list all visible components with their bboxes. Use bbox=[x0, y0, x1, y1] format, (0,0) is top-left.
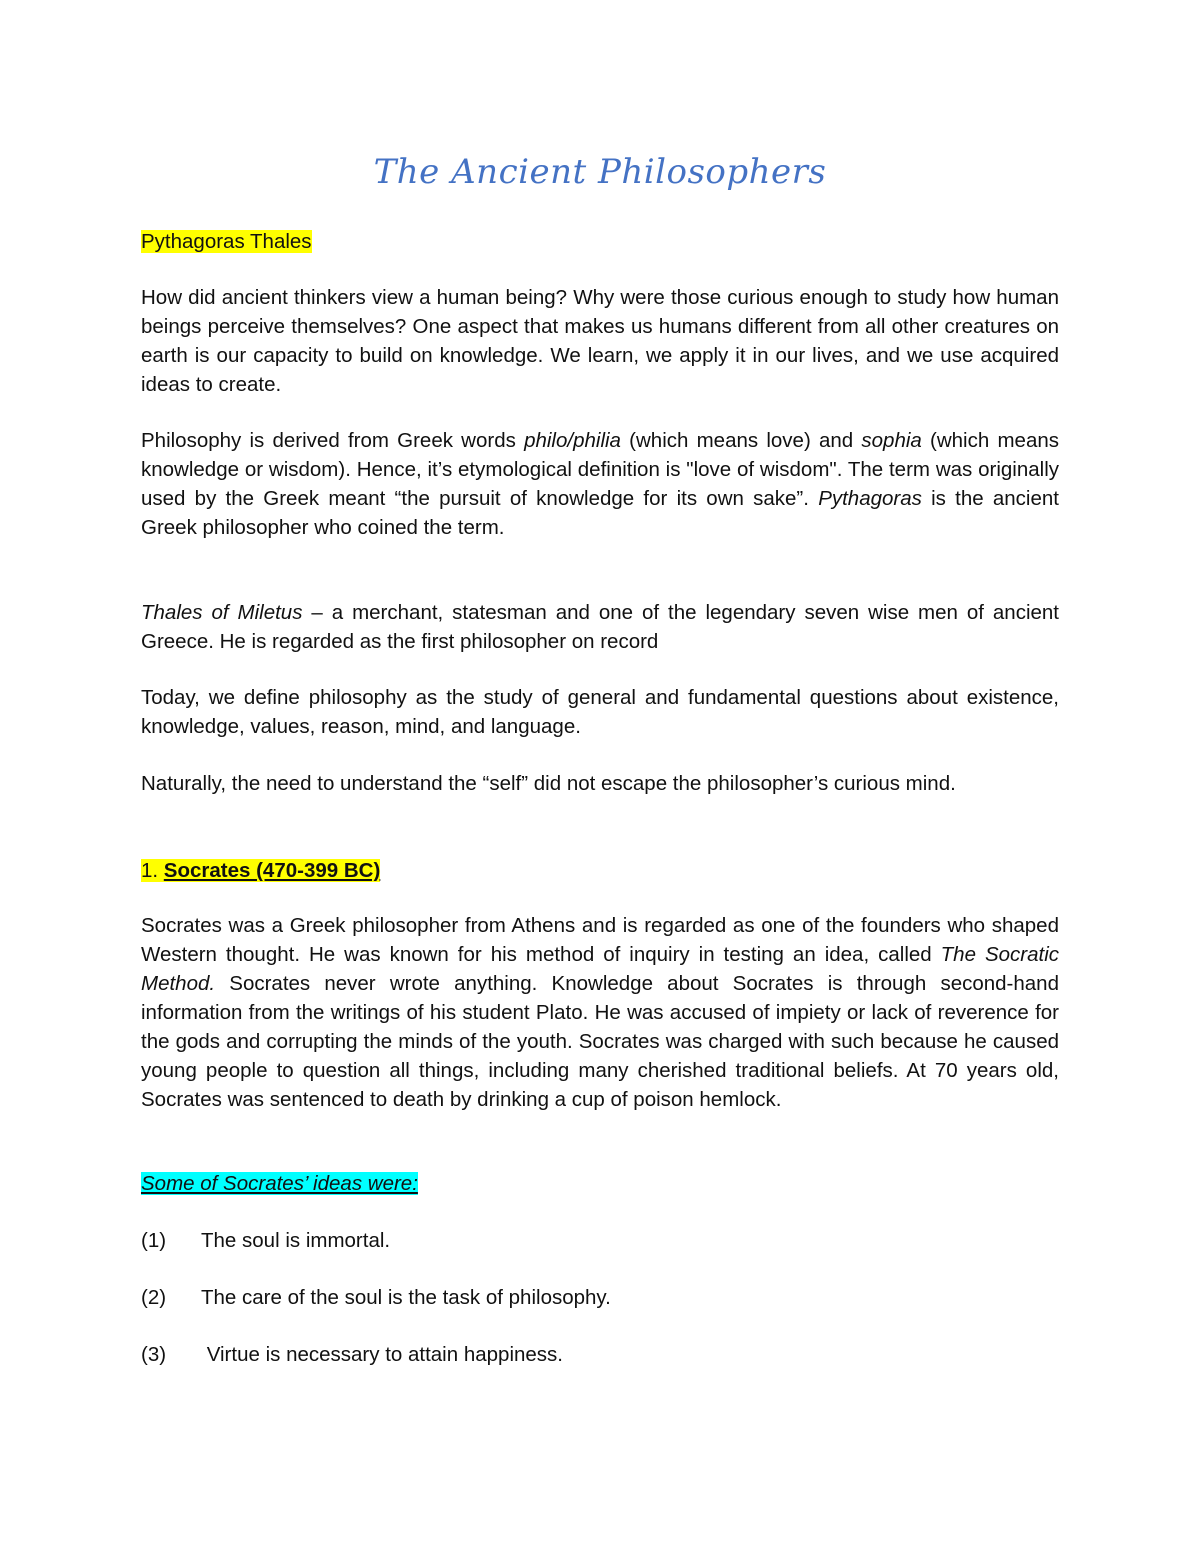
italic-term: The Socratic Method. bbox=[141, 943, 1060, 995]
list-number: (1) bbox=[141, 1229, 167, 1252]
paragraph-today: Today, we define philosophy as the study of general and fundamental questions about existence, knowledge, values, reason, mind, and language. bbox=[141, 686, 1059, 738]
paragraph-self: Naturally, the need to understand the “self” did not escape the philosopher’s curious mind. bbox=[141, 772, 956, 795]
ideas-heading bbox=[141, 1169, 1059, 1198]
paragraph-thales bbox=[141, 598, 1059, 656]
document-title: The Ancient Philosophers bbox=[373, 152, 827, 192]
italic-term: philo/philia bbox=[524, 429, 621, 452]
list-number: (3) bbox=[141, 1343, 167, 1366]
text-span: Socrates was a Greek philosopher from Athens and is regarded as one of the founders who shaped Western thought. He was known for his method of inquiry in testing an idea, called bbox=[141, 914, 1059, 966]
list-item bbox=[141, 1226, 1059, 1255]
heading-pythagoras-thales bbox=[141, 227, 1059, 256]
document-page bbox=[141, 0, 1059, 1553]
text-span: Philosophy is derived from Greek words bbox=[141, 429, 525, 452]
text-span: (which means knowledge or wisdom). Hence, it’s etymological definition is "love of wisdom". The term was originally used by the Greek meant “the pursuit of knowledge for its own sake”. bbox=[141, 429, 1059, 510]
list-text: The soul is immortal. bbox=[201, 1229, 391, 1252]
list-number: (2) bbox=[141, 1286, 167, 1309]
italic-term: Pythagoras bbox=[818, 487, 922, 510]
list-text: Virtue is necessary to attain happiness. bbox=[201, 1343, 563, 1366]
list-item bbox=[141, 1340, 1059, 1369]
heading-number: 1. bbox=[141, 859, 164, 882]
italic-term: sophia bbox=[861, 429, 922, 452]
heading-socrates bbox=[141, 856, 1059, 885]
heading-text: Pythagoras Thales bbox=[141, 230, 312, 253]
text-span: – a merchant, statesman and one of the legendary seven wise men of ancient Greece. He is regarded as the first philosopher on record bbox=[141, 601, 1060, 653]
italic-term: Thales of Miletus bbox=[141, 601, 303, 624]
list-item bbox=[141, 1283, 1059, 1312]
ideas-heading-text: Some of Socrates’ ideas were: bbox=[141, 1172, 418, 1195]
text-span: is the ancient Greek philosopher who coined the term. bbox=[141, 487, 1059, 539]
heading-label: Socrates (470-399 BC) bbox=[163, 859, 381, 882]
list-text: The care of the soul is the task of philosophy. bbox=[201, 1286, 611, 1309]
paragraph-intro: How did ancient thinkers view a human being? Why were those curious enough to study how human beings perceive themselves? One aspect that makes us humans different from all other creatures on earth is our capacity to build on knowledge. We learn, we apply it in our lives, and we use acquired ideas to create. bbox=[141, 286, 1059, 396]
text-span: Socrates never wrote anything. Knowledge about Socrates is through second-hand information from the writings of his student Plato. He was accused of impiety or lack of reverence for the gods and corrupting the minds of the youth. Socrates was charged with such because he caused young people to question all things, including many cherished traditional beliefs. At 70 years old, Socrates was sentenced to death by drinking a cup of poison hemlock. bbox=[141, 972, 1059, 1111]
paragraph-philosophy-definition bbox=[141, 426, 1059, 542]
paragraph-socrates-bio bbox=[141, 911, 1059, 1114]
heading-text bbox=[141, 859, 380, 882]
text-span: (which means love) and bbox=[620, 429, 862, 452]
